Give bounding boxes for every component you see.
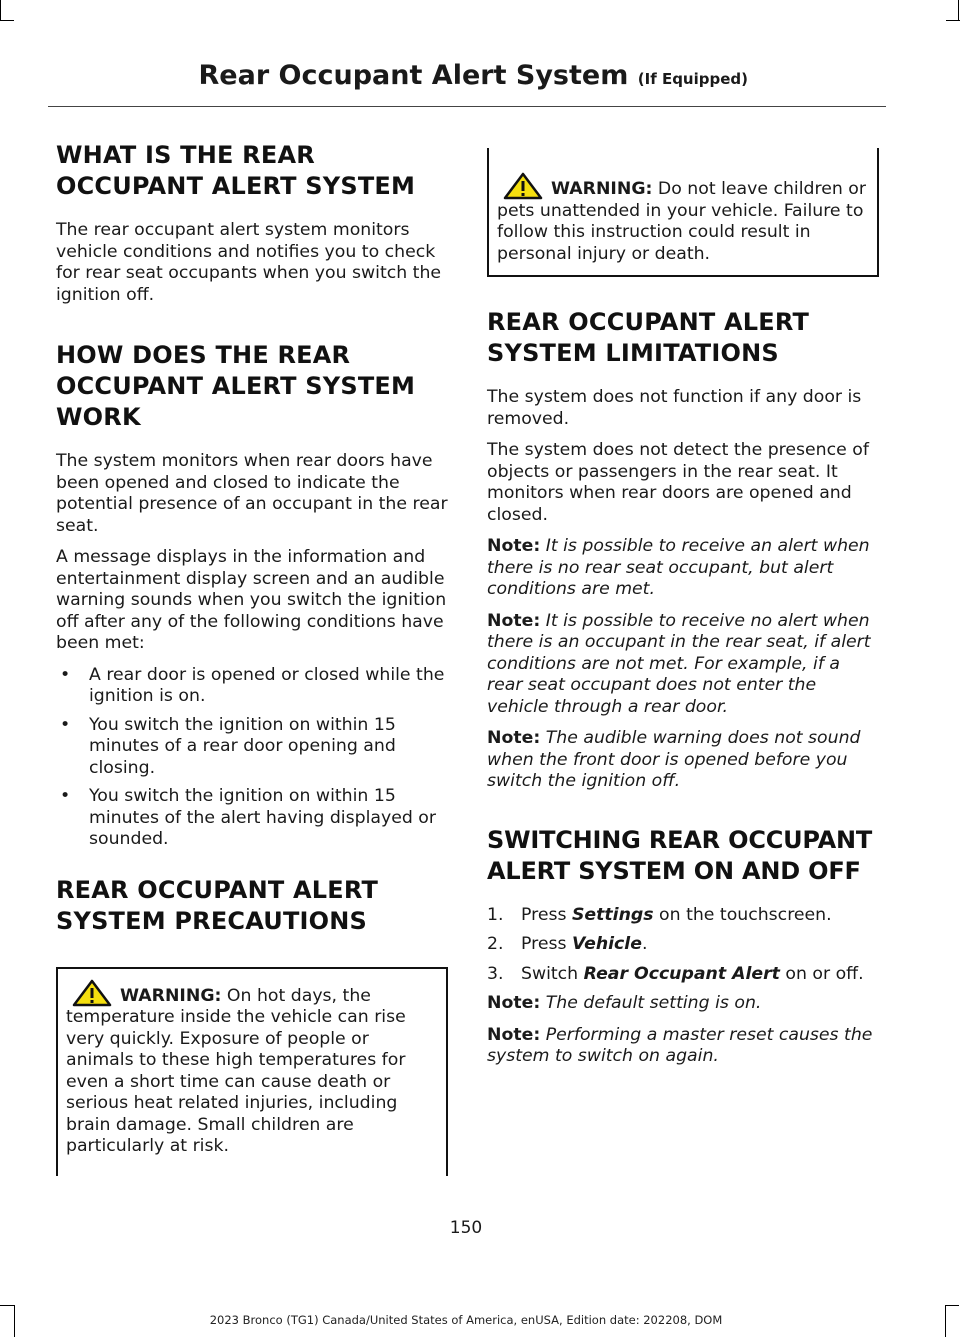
note-label: Note: xyxy=(487,728,541,748)
heading-line: OCCUPANT ALERT SYSTEM xyxy=(56,372,416,400)
crop-mark xyxy=(0,0,1,20)
bullet: • xyxy=(60,714,71,735)
left-column xyxy=(56,140,448,1176)
step-text: on the touchscreen. xyxy=(653,904,832,925)
heading-line: SYSTEM PRECAUTIONS xyxy=(56,906,368,935)
step-text: Press xyxy=(521,904,572,925)
list-item-text: A rear door is opened or closed while the ignition is on. xyxy=(89,664,445,706)
header-divider xyxy=(48,106,886,107)
warning-label: WARNING: xyxy=(120,985,222,1006)
warning-text: Do not leave children or pets unattended in your vehicle. Failure to follow this instruction could result in personal injury or death. xyxy=(497,179,866,264)
list-item xyxy=(487,934,879,956)
note-text: It is possible to receive an alert when there is no rear seat occupant, but alert conditions are met. xyxy=(487,536,870,599)
note-label: Note: xyxy=(487,536,541,556)
page-number: 150 xyxy=(449,1218,483,1238)
note-text: The audible warning does not sound when the front door is opened before you switch the ignition off. xyxy=(487,728,861,791)
note-text: The default setting is on. xyxy=(545,993,762,1013)
note-3 xyxy=(487,728,879,793)
heading-line: SYSTEM LIMITATIONS xyxy=(487,339,779,367)
heading-line: HOW DOES THE REAR xyxy=(56,341,351,369)
paragraph-limitations-1: The system does not function if any door is removed. xyxy=(487,387,862,429)
crop-mark xyxy=(945,1305,959,1306)
header-subtitle: (If Equipped) xyxy=(637,70,748,88)
warning-triangle-icon xyxy=(72,979,112,1007)
right-column xyxy=(487,148,879,1078)
heading-line: OCCUPANT ALERT SYSTEM xyxy=(56,172,416,200)
note-5 xyxy=(487,1025,879,1068)
step-number: 2. xyxy=(487,934,504,954)
heading-what-is xyxy=(56,140,448,202)
paragraph-how-1: The system monitors when rear doors have been opened and closed to indicate the potential presence of an occupant in the rear seat. xyxy=(56,451,448,536)
page-header-title xyxy=(199,60,749,91)
step-number: 1. xyxy=(487,904,504,925)
note-text: It is possible to receive no alert when there is an occupant in the rear seat, if alert conditions are not met. For example, if a rear seat occupant does not enter the vehicle through a rear door. xyxy=(487,610,871,717)
step-text: Switch xyxy=(521,963,584,984)
list-item xyxy=(487,964,879,986)
crop-mark xyxy=(945,1305,946,1337)
paragraph-how-2: A message displays in the information and entertainment display screen and an audible warning sounds when you switch the ignition off after any of the following conditions have been met: xyxy=(56,547,447,653)
list-item-text: You switch the ignition on within 15 minutes of a rear door opening and closing. xyxy=(89,714,396,778)
step-emphasis: Vehicle xyxy=(571,934,642,954)
heading-line: SWITCHING REAR OCCUPANT xyxy=(487,825,873,854)
note-label: Note: xyxy=(487,993,541,1013)
list-item xyxy=(56,665,448,708)
heading-precautions xyxy=(56,875,448,937)
crop-mark xyxy=(958,0,959,20)
crop-mark xyxy=(946,20,960,21)
crop-mark xyxy=(0,20,14,21)
list-item xyxy=(56,715,448,780)
note-label: Note: xyxy=(487,610,541,631)
bullet: • xyxy=(60,786,71,806)
heading-limitations xyxy=(487,307,879,369)
crop-mark xyxy=(0,1305,14,1306)
note-label: Note: xyxy=(487,1024,541,1045)
list-item-text: You switch the ignition on within 15 minutes of the alert having displayed or sounded. xyxy=(89,786,436,849)
warning-box-unattended xyxy=(487,148,879,277)
note-2 xyxy=(487,611,879,719)
bullet: • xyxy=(60,664,71,685)
heading-switching xyxy=(487,825,879,887)
note-text: Performing a master reset causes the system to switch on again. xyxy=(487,1024,873,1066)
warning-text: On hot days, the temperature inside the vehicle can rise very quickly. Exposure of people or animals to these high temperatures for even a short time can cause death or serious heat related injuries, including brain damage. Small children are particularly at risk. xyxy=(66,985,406,1156)
step-text: Press xyxy=(521,934,572,954)
heading-how-does xyxy=(56,340,448,433)
steps-list xyxy=(487,905,879,986)
warning-triangle-icon xyxy=(503,172,543,200)
note-4 xyxy=(487,993,879,1015)
list-item xyxy=(56,786,448,851)
warning-box-heat xyxy=(56,967,448,1176)
warning-label: WARNING: xyxy=(551,179,653,199)
note-1 xyxy=(487,536,879,601)
footer-edition: 2023 Bronco (TG1) Canada/United States of America, enUSA, Edition date: 202208, DOM xyxy=(209,1313,723,1327)
heading-line: ALERT SYSTEM ON AND OFF xyxy=(487,856,861,885)
heading-line: REAR OCCUPANT ALERT xyxy=(56,875,379,904)
header-title-text: Rear Occupant Alert System xyxy=(198,60,629,91)
list-item xyxy=(487,905,879,927)
conditions-list xyxy=(56,665,448,851)
step-number: 3. xyxy=(487,963,504,984)
paragraph-limitations-2: The system does not detect the presence of objects or passengers in the rear seat. It monitors when rear doors are opened and closed. xyxy=(487,440,869,525)
heading-line: REAR OCCUPANT ALERT xyxy=(487,308,810,336)
step-emphasis: Rear Occupant Alert xyxy=(583,963,780,984)
heading-line: WORK xyxy=(56,403,141,431)
step-text: . xyxy=(641,934,648,954)
heading-line: WHAT IS THE REAR xyxy=(56,141,315,169)
paragraph-what-is: The rear occupant alert system monitors vehicle conditions and notifies you to check for rear seat occupants when you switch the ignition off. xyxy=(56,220,442,305)
step-text: on or off. xyxy=(779,963,864,984)
step-emphasis: Settings xyxy=(571,904,654,925)
